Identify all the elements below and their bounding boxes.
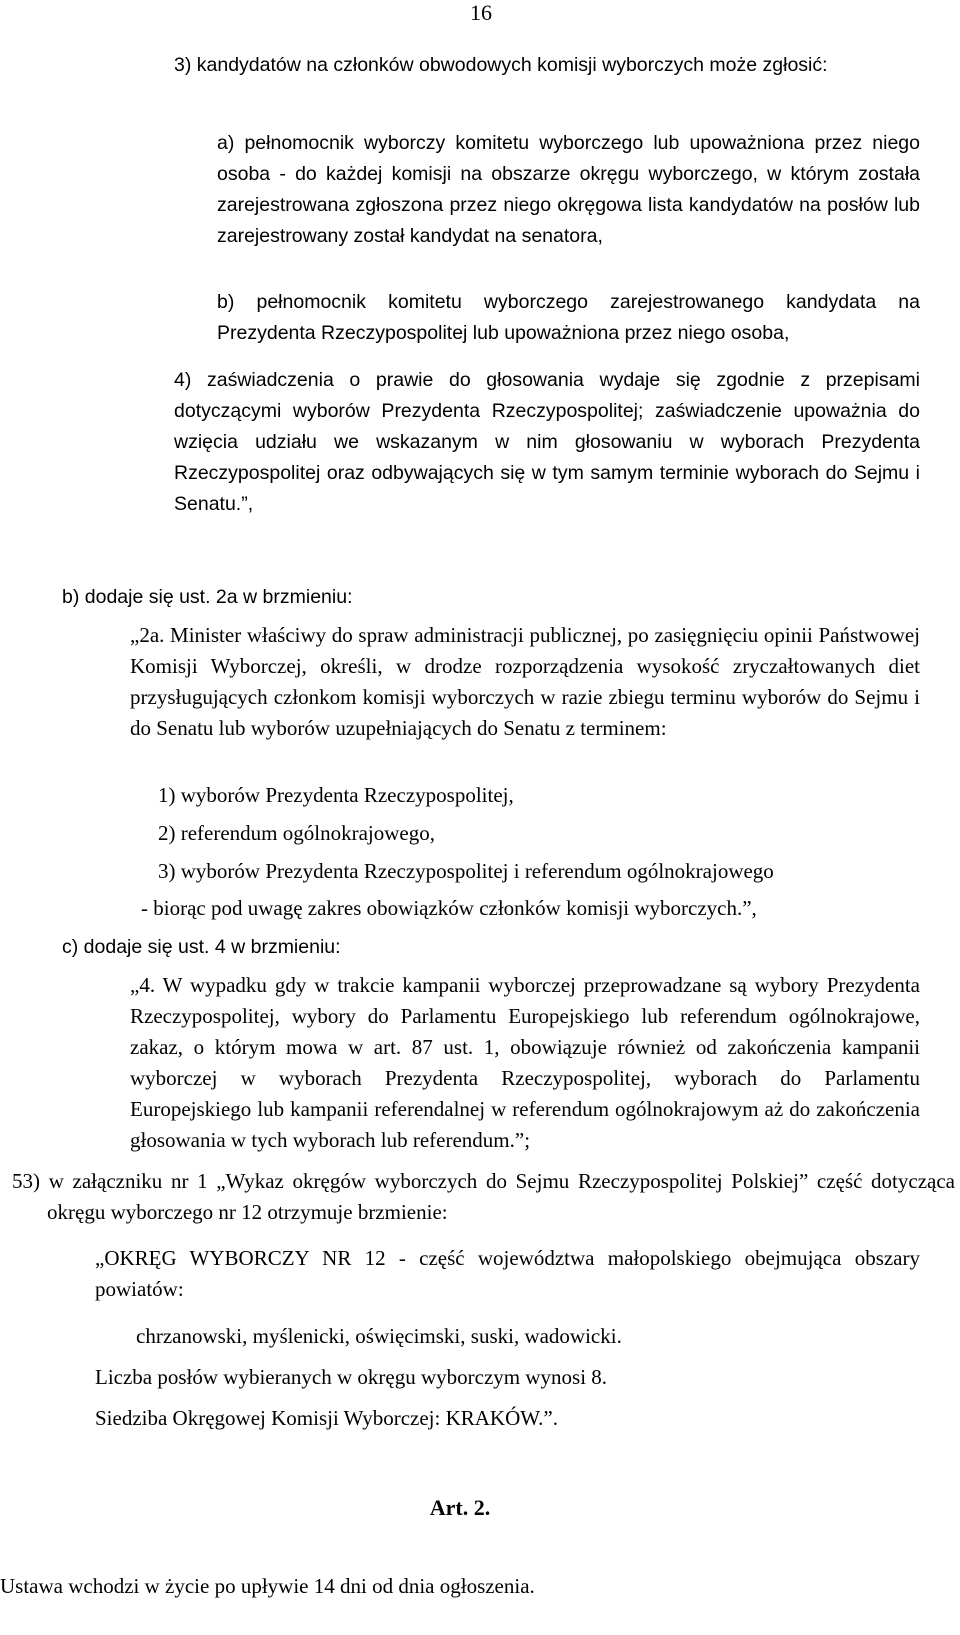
item-53-text: w załączniku nr 1 „Wykaz okręgów wyborczych do Sejmu Rzeczypospolitej Polskiej” część dotycząca okręgu wyborczego nr 12 otrzymuje brzmienie: xyxy=(47,1169,955,1224)
item-3 xyxy=(174,50,920,81)
item-3b-text: pełnomocnik komitetu wyborczego zarejestrowanego kandydata na Prezydenta Rzeczypospolitej lub upoważniona przez niego osoba, xyxy=(217,291,920,344)
point-c-text: dodaje się ust. 4 w brzmieniu: xyxy=(83,936,341,958)
page-number: 16 xyxy=(470,0,492,25)
item-3b xyxy=(217,287,920,349)
ust-2a-item-3: 3) wyborów Prezydenta Rzeczypospolitej i referendum ogólnokrajowego xyxy=(158,859,774,883)
item-4-text: zaświadczenia o prawie do głosowania wydaje się zgodnie z przepisami dotyczącymi wyborów Prezydenta Rzeczypospolitej; zaświadczenie upoważnia do wzięcia udziału we wskazanym w nim głosowaniu w wyborach Prezydenta Rzeczypospolitej oraz odbywających się w tym samym terminie wyborach do Sejmu i Senatu.”, xyxy=(174,369,920,515)
item-4-label: 4) xyxy=(174,369,192,391)
ust-4 xyxy=(130,970,920,1156)
okreg-heading: „OKRĘG WYBORCZY NR 12 - część województwa małopolskiego obejmująca obszary powiatów: xyxy=(95,1246,920,1301)
siedziba-komisji: Siedziba Okręgowej Komisji Wyborczej: KRAKÓW.”. xyxy=(95,1406,558,1430)
liczba-poslow: Liczba posłów wybieranych w okręgu wyborczym wynosi 8. xyxy=(95,1365,608,1389)
item-3-text: kandydatów na członków obwodowych komisji wyborczych może zgłosić: xyxy=(196,54,828,76)
item-3a-text: pełnomocnik wyborczy komitetu wyborczego lub upoważniona przez niego osoba - do każdej komisji na obszarze okręgu wyborczego, w którym została zarejestrowana zgłoszona przez niego okręgowa lista kandydatów na posłów lub zarejestrowany został kandydat na senatora, xyxy=(217,132,920,247)
point-b-label: b) xyxy=(62,586,80,608)
item-3a-body xyxy=(217,128,920,252)
ust-2a-item-1: 1) wyborów Prezydenta Rzeczypospolitej, xyxy=(158,783,514,807)
point-c-label: c) xyxy=(62,936,79,958)
item-3b-label: b) xyxy=(217,291,235,313)
item-3-label: 3) xyxy=(174,54,192,76)
ust-4-text: „4. W wypadku gdy w trakcie kampanii wyborczej przeprowadzane są wybory Prezydenta Rzeczypospolitej, wybory do Parlamentu Europejskiego lub referendum ogólnokrajowe, zakaz, o którym mowa w art. 87 ust. 1, obowiązuje również od zakończenia kampanii wyborczej w wyborach Prezydenta Rzeczypospolitej, wyborach do Parlamentu Europejskiego lub kampanii referendalnej w referendum ogólnokrajowym aż do zakończenia głosowania w tych wyborach lub referendum.”; xyxy=(130,973,920,1152)
ust-2a-item-2: 2) referendum ogólnokrajowego, xyxy=(158,821,435,845)
point-c xyxy=(62,932,862,963)
item-53 xyxy=(12,1166,955,1228)
ust-2a xyxy=(130,620,920,744)
powiaty-list: chrzanowski, myślenicki, oświęcimski, suski, wadowicki. xyxy=(136,1324,622,1348)
art-2-text: Ustawa wchodzi w życie po upływie 14 dni od dnia ogłoszenia. xyxy=(0,1574,535,1598)
ust-2a-closing: - biorąc pod uwagę zakres obowiązków członków komisji wyborczych.”, xyxy=(141,896,757,920)
art-2-heading: Art. 2. xyxy=(429,1495,491,1520)
point-b-text: dodaje się ust. 2a w brzmieniu: xyxy=(84,586,353,608)
point-b xyxy=(62,582,862,613)
item-3a-inline-label: a) xyxy=(217,132,235,154)
item-53-label: 53) xyxy=(12,1169,40,1193)
item-4 xyxy=(174,365,920,520)
ust-2a-text: „2a. Minister właściwy do spraw administracji publicznej, po zasięgnięciu opinii Państwowej Komisji Wyborczej, określi, w drodze rozporządzenia wysokość zryczałtowanych diet przysługujących członkom komisji wyborczych w razie zbiegu terminu wyborów do Sejmu i do Senatu lub wyborów uzupełniających do Senatu z terminem: xyxy=(130,623,920,740)
